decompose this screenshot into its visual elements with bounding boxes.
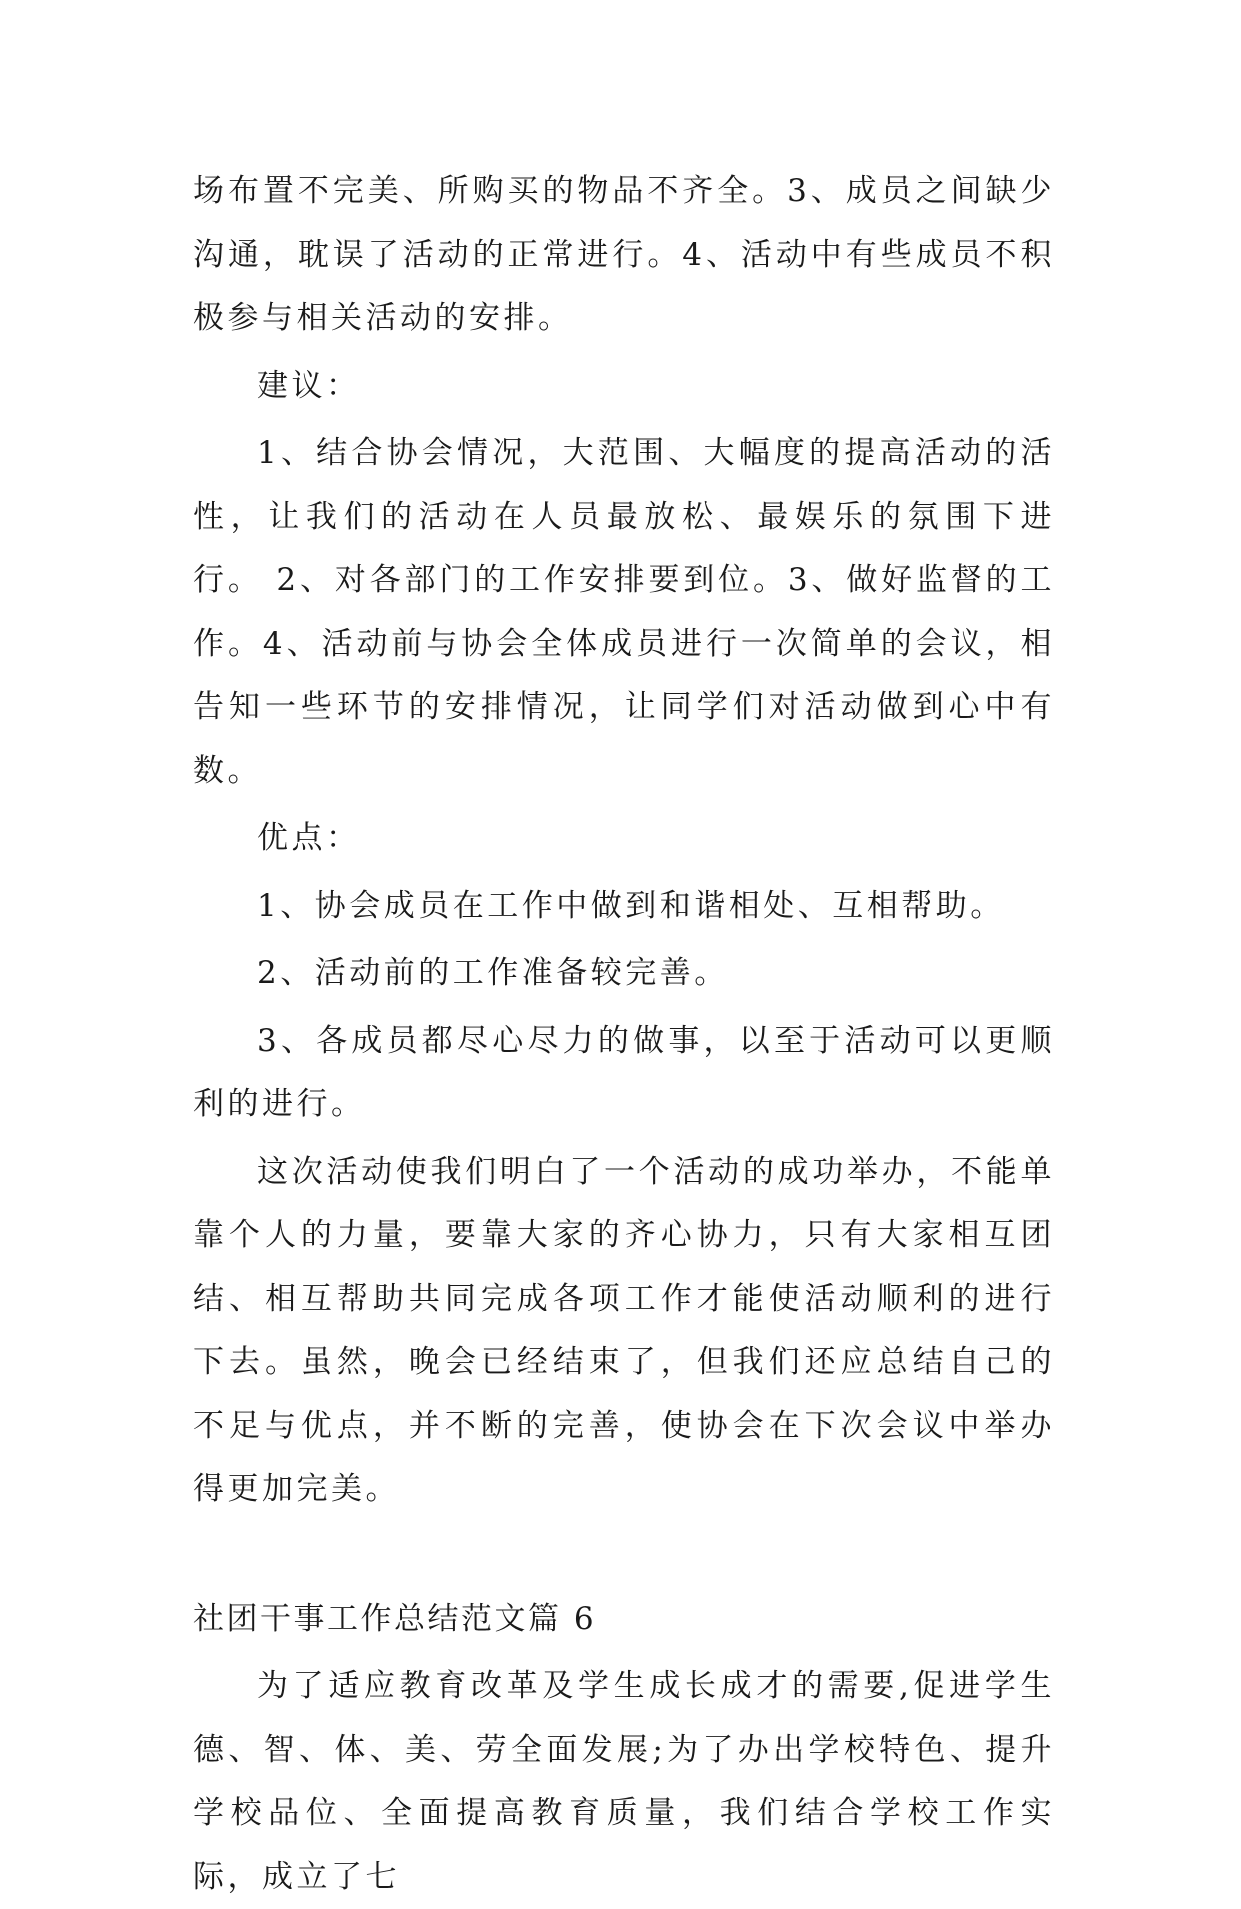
paragraph: 3、各成员都尽心尽力的做事，以至于活动可以更顺利的进行。 bbox=[193, 1022, 1055, 1122]
paragraph: 为了适应教育改革及学生成长成才的需要,促进学生德、智、体、美、劳全面发展;为了办出学校特色、提升学校品位、全面提高教育质量，我们结合学校工作实际，成立了七 bbox=[193, 1668, 1055, 1895]
paragraph: 2、活动前的工作准备较完善。 bbox=[257, 955, 729, 991]
paragraph-heading-suggestions: 建议： bbox=[257, 367, 361, 404]
paragraph: 场布置不完美、所购买的物品不齐全。3、成员之间缺少沟通，耽误了活动的正常进行。4、活动中有些成员不积极参与相关活动的安排。 bbox=[193, 173, 1055, 336]
paragraph-heading-strengths: 优点： bbox=[257, 820, 361, 856]
paragraph: 1、结合协会情况，大范围、大幅度的提高活动的活性，让我们的活动在人员最放松、最娱乐的氛围下进行。 2、对各部门的工作安排要到位。3、做好监督的工作。4、活动前与协会全体成员进行一次简单的会议，相告知一些环节的安排情况，让同学们对活动做到心中有数。 bbox=[193, 435, 1055, 789]
document-page bbox=[193, 160, 1055, 1909]
section-title: 社团干事工作总结范文篇 6 bbox=[193, 1600, 597, 1637]
paragraph: 1、协会成员在工作中做到和谐相处、互相帮助。 bbox=[257, 887, 1005, 924]
paragraph: 这次活动使我们明白了一个活动的成功举办，不能单靠个人的力量，要靠大家的齐心协力，只有大家相互团结、相互帮助共同完成各项工作才能使活动顺利的进行下去。虽然，晚会已经结束了，但我们还应总结自己的不足与优点，并不断的完善，使协会在下次会议中举办得更加完美。 bbox=[193, 1153, 1055, 1507]
